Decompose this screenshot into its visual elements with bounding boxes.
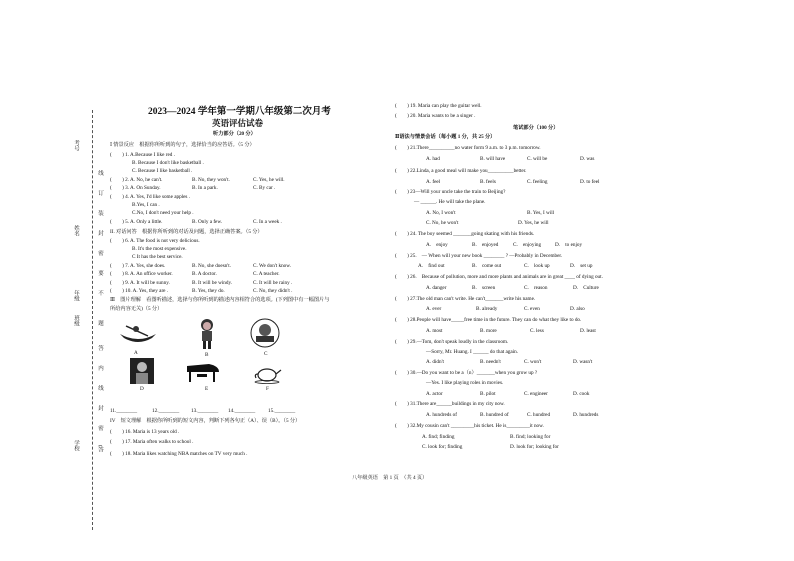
margin-seal-char: 密 [97,250,103,256]
listening-section-title: 听力部分（20 分） [213,131,256,137]
q1-b: B. Because I don't like basketball . [132,160,204,166]
margin-seal-char: 装 [97,210,103,216]
section-iii-heading: Ⅲ 图片理解 看图听描述，选择与你所听到的描述内容相符合的选项。(下列图中有一幅图片与 [110,297,330,303]
q8: ( ) 8. A. An office worker. [110,271,173,277]
q31-d: D. hundreds [573,412,599,418]
q23-d: D. Yes, he will [518,220,549,226]
q27-b: B. already [476,306,498,312]
q3-c: C. By car . [253,185,276,191]
q29-c: C. won't [524,359,542,365]
q29-b: B. needn't [480,359,501,365]
margin-seal-char: 封 [97,405,103,411]
margin-seal-char: 线 [97,385,103,391]
picture-c-scene [250,318,280,348]
q31-c: C. hundred [527,412,551,418]
q10-b: B. Yes, they do. [192,288,225,294]
q1-c: C. Because I like basketball . [132,168,193,174]
q17: ( ) 17. Maria often walks to school . [110,439,194,445]
answer-13[interactable]: 13.________ [191,408,219,414]
q4-b: B.Yes, I can . [132,202,160,208]
picture-f-teapot [252,362,282,384]
q26-d: D. Culture [573,285,599,291]
q21-b: B. will have [480,156,506,162]
q21: ( ) 21.There__________no water form 9 a.m. to 3 p.m. tomorrow. [395,145,541,151]
margin-seal-char: 要 [97,270,103,276]
q31: ( ) 31.There are______buildings in my city now. [395,401,505,407]
q28-b: B. more [480,328,497,334]
q29-d: D. wasn't [573,359,593,365]
q8-b: B. A doctor. [192,271,217,277]
q26: ( ) 26. Because of pollution, more and more plants and animals are in great ____ of dying out. [395,274,603,280]
margin-seal-char: 线 [97,170,103,176]
picture-a-rowing-boat [118,322,158,346]
q21-c: C. will be [527,156,548,162]
q3: ( ) 3. A. On Sunday. [110,185,161,191]
q27-a: A. ever [426,306,442,312]
binding-line [92,110,93,530]
margin-class: 班级 [73,315,79,326]
q32: ( ) 32.My cousin can't _________his ticket. He is_________it now. [395,423,544,429]
margin-exam-number: 考号 [73,140,79,151]
picture-a-label: A [134,350,138,356]
page-footer: 八年级英语 第 1 页 （共 4 页） [352,475,428,481]
q22: ( ) 22.Linda, a good meal will make you__________better. [395,168,527,174]
q23-b: B. Yes, I will [527,210,555,216]
q1: ( ) 1. A.Because I like red . [110,152,175,158]
q25-b: B. come out [472,263,502,269]
q24-a: A. enjoy [426,242,448,248]
margin-seal-char: (答 [97,445,103,453]
q22-d: D. to feel [580,179,600,185]
margin-seal-char: 内 [97,365,103,371]
q7-c: C. We don't know. [253,263,291,269]
q5: ( ) 5. A. Only a little. [110,219,163,225]
margin-seal-char: 封 [97,230,103,236]
q29-a: A. didn't [426,359,444,365]
q28-c: C. less [530,328,544,334]
q2: ( ) 2. A. No, he can't. [110,177,163,183]
q4-c: C.No, I don't need your help . [132,210,194,216]
q23-a: A. No, I won't [426,210,456,216]
q30: ( ) 30.—Do you want to be a（n）_______when you grow up ? [395,370,538,376]
q6-c: C It has the best service. [132,254,183,260]
q9-b: B. It will be windy. [192,280,233,286]
q32-b: B. find; looking for [510,434,551,440]
margin-seal-char: 不 [97,290,103,296]
q8-c: C. A teacher. [253,271,280,277]
section-ii-heading: II. 对话问答 根据你所听到的对话及问题，选择正确答案。（5 分） [110,229,263,235]
q28: ( ) 28.People will have_____free time in the future. They can do what they like to do. [395,317,582,323]
margin-seal-char: 订 [97,190,103,196]
q32-c: C. look for; finding [422,444,463,450]
q25: ( ) 25. — When will your new book ________ ? —Probably in December. [395,253,563,259]
q7: ( ) 7. A. Yes, she does. [110,263,166,269]
q6-b: B. It's the most expensive. [132,246,187,252]
answer-11[interactable]: 11.________ [110,408,138,414]
q30-c: C. engineer [524,391,548,397]
answer-15[interactable]: 15.________ [268,408,296,414]
section-iv-heading: IV 短文理解 根据你所听到的短文内容，判断下列各句正（A）、误（B）。（5 分） [110,418,301,424]
q24-b: B. enjoyed [472,242,499,248]
margin-seal-char: 题 [97,320,103,326]
q21-a: A. had [426,156,440,162]
section-iii-heading-2: 所给内容无关)（5 分） [110,306,163,312]
picture-b-label: B [205,352,209,358]
picture-f-label: F [266,386,269,392]
q28-d: D. least [580,328,596,334]
q9: ( ) 9. A. It will be sunny. [110,280,170,286]
q19: ( ) 19. Maria can play the guitar well. [395,103,482,109]
q31-b: B. hundred of [480,412,509,418]
picture-d-portrait [130,358,154,384]
q5-c: C. In a week . [253,219,282,225]
q26-b: B. screen [472,285,496,291]
q5-b: B. Only a few. [192,219,223,225]
q24: ( ) 24. The boy seemed _______going skating with his friends. [395,231,535,237]
q25-d: D. set up [570,263,593,269]
q30-a: A. actor [426,391,443,397]
margin-seal-char: 答 [97,345,103,351]
q18: ( ) 18. Maria likes watching NBA matches on TV very much . [110,451,248,457]
q2-b: B. No, they won't. [192,177,230,183]
picture-e-piano [185,360,221,384]
picture-c-label: C [264,351,268,357]
margin-name: 姓名 [73,225,79,236]
section-i-heading: Ⅰ 情景反应 根据你所听到的句子，选择恰当的应答语。（5 分） [110,142,255,148]
q10-c: C. No, they didn't . [253,288,293,294]
exam-subtitle: 英语评估试卷 [212,118,264,128]
q26-a: A. danger [426,285,447,291]
q25-a: A. find out [418,263,445,269]
q32-d: D. look for; looking for [510,444,559,450]
q29: ( ) 29.—Tom, don't speak loudly in the classroom. [395,339,509,345]
picture-b-boy [196,318,218,350]
picture-e-label: E [205,386,209,392]
q22-c: C. feeling [527,179,548,185]
margin-grade: 年级 [73,290,79,301]
q23-c: C. No, he won't [426,220,459,226]
answer-12[interactable]: 12.________ [152,408,180,414]
q23: ( ) 23—Will your uncle take the train to Beijing? [395,189,506,195]
q28-a: A. most [426,328,443,334]
q27: ( ) 27.The old man can't write. He can't_______write his name. [395,296,536,302]
written-section-title: 笔试部分（100 分） [513,125,559,131]
q25-c: C. look up [524,263,550,269]
q16: ( ) 16. Maria is 13 years old . [110,429,180,435]
q2-c: C. Yes, he will. [253,177,285,183]
q30-b: B. pilot [480,391,496,397]
exam-title: 2023—2024 学年第一学期八年级第二次月考 [148,107,331,117]
margin-school: 学校 [73,440,79,451]
q27-d: D. also [570,306,585,312]
margin-seal-char: 密 [97,425,103,431]
q10: ( ) 10. A. Yes, they are . [110,288,169,294]
q29-reply: —Sorry, Mr. Huang. I ______ do that again. [426,349,519,355]
answer-14[interactable]: 14.________ [228,408,256,414]
q20: ( ) 20. Maria wants to be a singer . [395,113,476,119]
q30-reply: —Yes. I like playing roles in movies. [426,380,504,386]
q32-a: A. find; finding [422,434,455,440]
grammar-section-heading: Ⅱ语法与情景会话（每小题 1 分，共 25 分） [395,134,496,140]
picture-d-label: D [140,386,144,392]
q7-b: B. No, she doesn't. [192,263,231,269]
q30-d: D. cook [573,391,590,397]
q31-a: A. hundreds of [426,412,457,418]
q22-b: B. feels [480,179,496,185]
q3-b: B. In a park. [192,185,218,191]
q23-reply: — ______. He will take the plane. [414,199,486,205]
q6: ( ) 6. A. The food is not very delicious. [110,238,200,244]
q24-d: D. to enjoy [555,242,583,248]
q27-c: C. even [524,306,540,312]
q21-d: D. was [580,156,595,162]
q22-a: A. feel [426,179,441,185]
q26-c: C. reason [524,285,548,291]
q9-c: C. It will be rainy . [253,280,293,286]
q4: ( ) 4. A. Yes, I'd like some apples . [110,194,191,200]
q24-c: C. enjoying [513,242,542,248]
